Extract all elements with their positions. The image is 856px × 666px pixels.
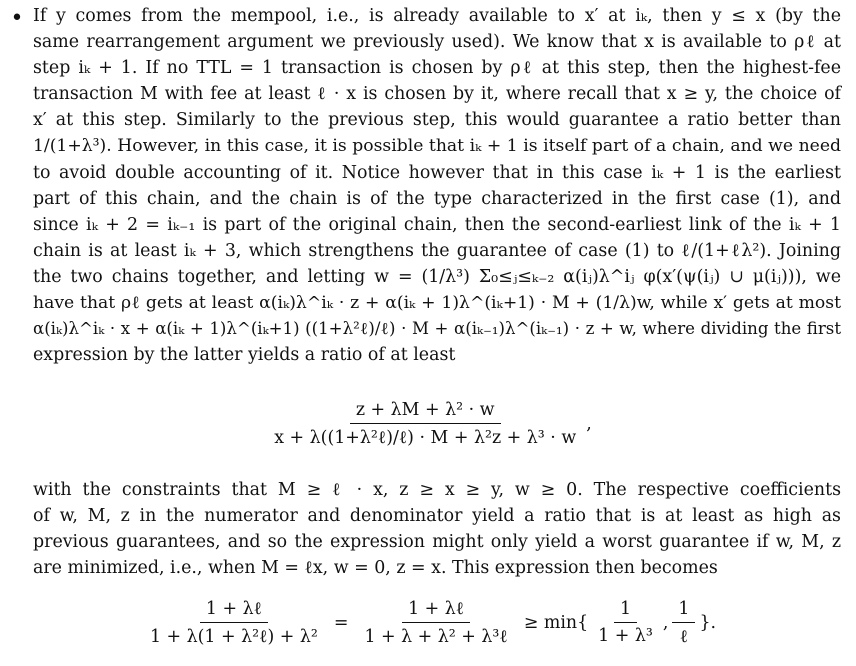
equals-sign: = — [333, 612, 349, 633]
text-line: step iₖ + 1. If no TTL = 1 transaction is chosen by ρℓ at this step, then the highest-fee — [33, 58, 841, 79]
bullet-point: • — [10, 6, 24, 31]
paragraph-1 — [33, 3, 841, 368]
fraction — [268, 400, 582, 448]
denominator: 1 + λ³ — [598, 626, 653, 646]
min-operator: ≥ min{ — [523, 612, 589, 633]
numerator: 1 + λℓ — [402, 598, 470, 623]
numerator: 1 — [672, 599, 695, 623]
fraction-3 — [592, 599, 659, 646]
text-line: expression by the latter yields a ratio of at least — [33, 345, 456, 366]
text-line: 1/(1+λ³). However, in this case, it is possible that iₖ + 1 is itself part of a chain, and we need — [33, 136, 841, 157]
text-line: α(iₖ)λ^iₖ · x + α(iₖ + 1)λ^(iₖ+1) ((1+λ²ℓ)/ℓ) · M + α(iₖ₋₁)λ^(iₖ₋₁) · z + w, where dividing the first — [33, 319, 841, 339]
fraction-2 — [358, 598, 513, 647]
text-line: are minimized, i.e., when M = ℓx, w = 0, z = x. This expression then becomes — [33, 558, 718, 579]
denominator: x + λ((1+λ²ℓ)/ℓ) · M + λ²z + λ³ · w — [274, 428, 577, 448]
denominator: ℓ — [679, 626, 689, 647]
display-equation-minimum — [0, 598, 856, 647]
numerator: 1 — [614, 599, 637, 623]
text-line: chain is at least iₖ + 3, which strengthens the guarantee of case (1) to ℓ/(1+ℓλ²). Joining — [33, 240, 841, 261]
text-line: same rearrangement argument we previously used). We know that x is available to ρℓ at — [33, 32, 841, 53]
text-line: to avoid double accounting of it. Notice however that in this case iₖ + 1 is the earliest — [33, 162, 841, 183]
denominator: 1 + λ + λ² + λ³ℓ — [364, 627, 508, 647]
trailing-comma: , — [586, 414, 592, 434]
fraction-4 — [672, 599, 695, 647]
display-equation-ratio — [0, 400, 856, 448]
denominator: 1 + λ(1 + λ²ℓ) + λ² — [149, 627, 318, 647]
text-line: part of this chain, and the chain is of the type characterized in the first case (1), and — [33, 188, 841, 209]
text-line: x′ at this step. Similarly to the previous step, this would guarantee a ratio better than — [33, 110, 841, 131]
text-line: with the constraints that M ≥ ℓ · x, z ≥ x ≥ y, w ≥ 0. The respective coefficients — [33, 480, 841, 500]
numerator: z + λM + λ² · w — [350, 400, 501, 424]
text-line: the two chains together, and letting w = (1/λ³) Σ₀≤ⱼ≤ₖ₋₂ α(iⱼ)λ^iⱼ φ(x′(ψ(iⱼ) ∪ μ(iⱼ))), we — [33, 266, 841, 287]
text-line: have that ρℓ gets at least α(iₖ)λ^iₖ · z + α(iₖ + 1)λ^(iₖ+1) · M + (1/λ)w, while x′ gets at most — [33, 293, 841, 314]
fraction-1 — [144, 598, 324, 647]
text-line: previous guarantees, and so the expression might only yield a worst guarantee if w, M, z — [33, 532, 841, 553]
paragraph-2 — [33, 477, 841, 581]
closing-brace: }. — [699, 612, 717, 633]
text-line: since iₖ + 2 = iₖ₋₁ is part of the original chain, then the second-earliest link of the iₖ + 1 — [33, 214, 841, 235]
numerator: 1 + λℓ — [200, 598, 268, 623]
text-line: of w, M, z in the numerator and denominator yield a ratio that is at least as high as — [33, 506, 841, 527]
text-line: transaction M with fee at least ℓ · x is chosen by it, where recall that x ≥ y, the choice of — [33, 84, 841, 105]
text-line: If y comes from the mempool, i.e., is already available to x′ at iₖ, then y ≤ x (by the — [33, 6, 841, 26]
comma: , — [662, 612, 669, 633]
